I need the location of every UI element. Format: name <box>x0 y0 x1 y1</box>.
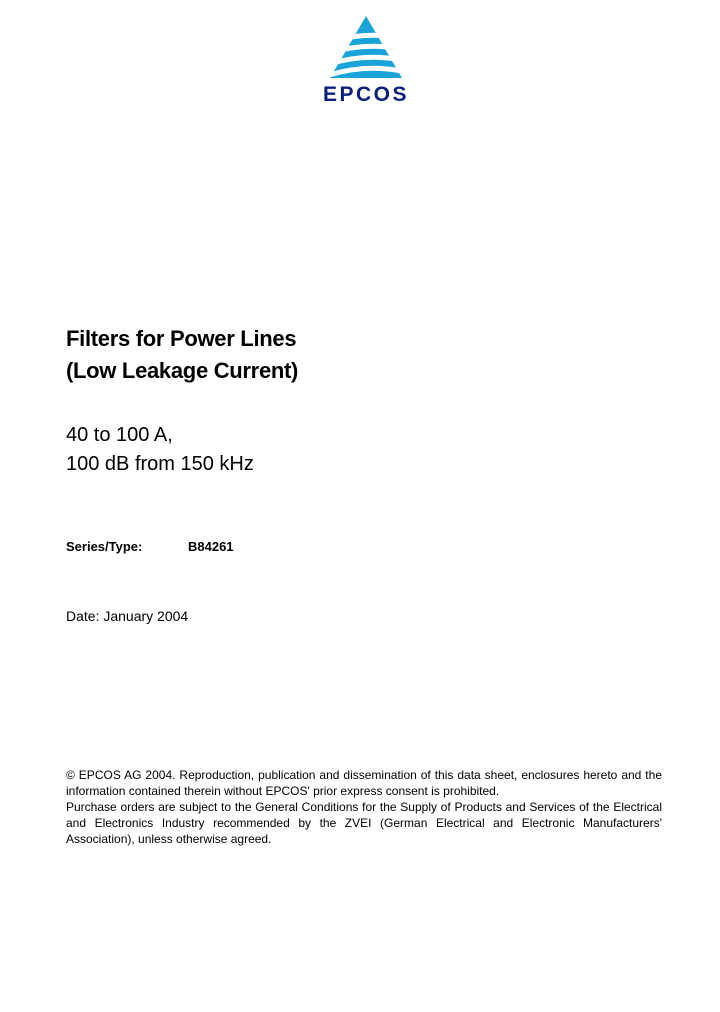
document-title <box>66 323 298 387</box>
logo-wordmark: EPCOS <box>322 83 410 106</box>
copyright-notice: © EPCOS AG 2004. Reproduction, publication and dissemination of this data sheet, enclosures hereto and the information contained therein without EPCOS' prior express consent is prohibited. <box>66 768 662 798</box>
legal-notice <box>66 767 662 847</box>
purchase-conditions: Purchase orders are subject to the General Conditions for the Supply of Products and Services of the Electrical and Electronics Industry recommended by the ZVEI (German Electrical and Electronic Manufacturers' Association), unless otherwise agreed. <box>66 800 662 846</box>
epcos-triangle-logo-icon <box>318 16 414 82</box>
series-type-label: Series/Type: <box>66 539 143 554</box>
title-line-1: Filters for Power Lines <box>66 326 297 351</box>
document-subtitle <box>66 421 254 479</box>
document-date: Date: January 2004 <box>66 608 189 624</box>
series-type-value: B84261 <box>188 539 234 554</box>
subtitle-line-1: 40 to 100 A, <box>66 424 173 446</box>
subtitle-line-2: 100 dB from 150 kHz <box>66 453 254 475</box>
title-line-2: (Low Leakage Current) <box>66 358 299 383</box>
epcos-logo <box>318 16 414 106</box>
